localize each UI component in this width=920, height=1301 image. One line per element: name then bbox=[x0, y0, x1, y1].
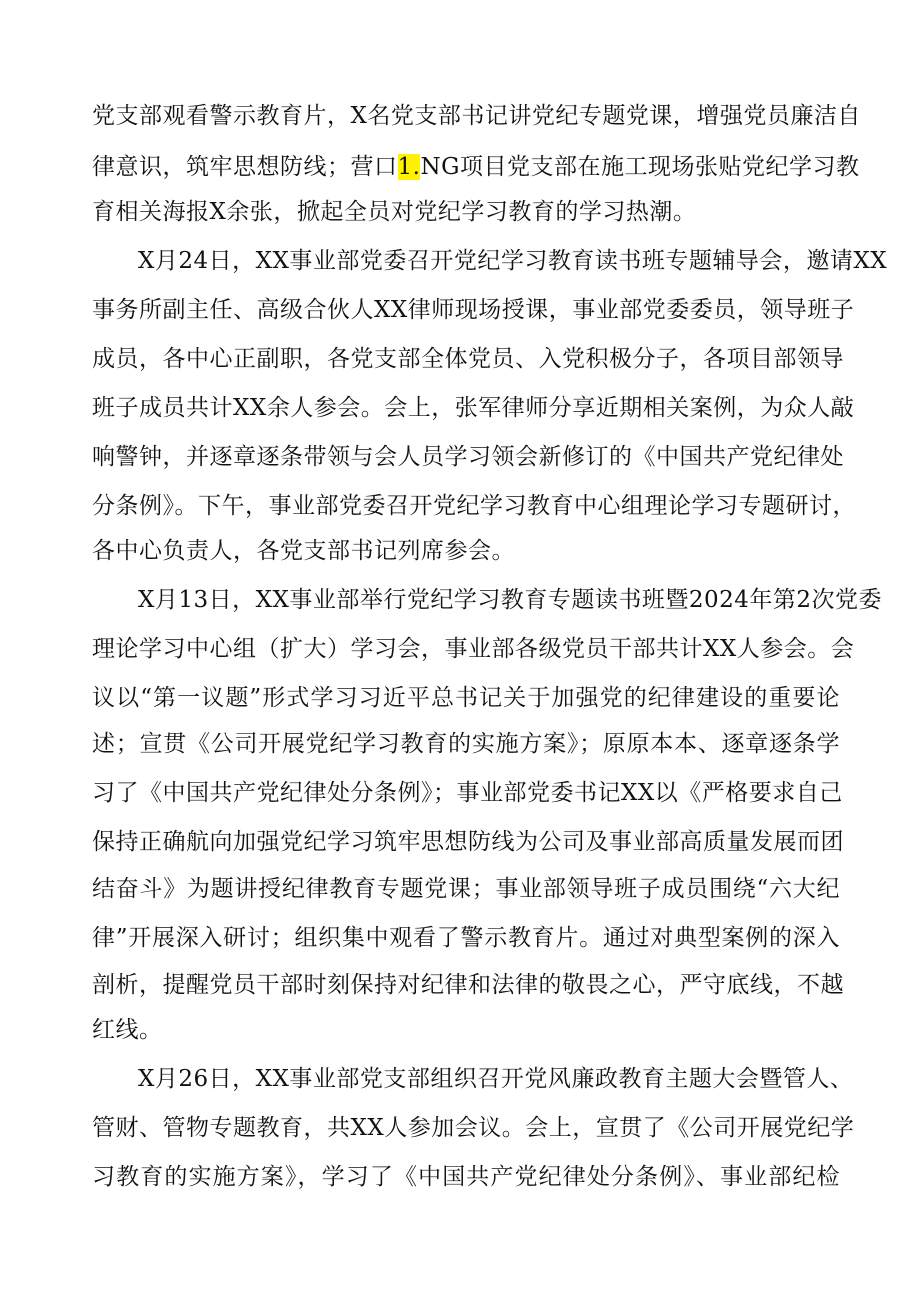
text-line: 事务所副主任、高级合伙人XX律师现场授课，事业部党委委员，领导班子 bbox=[92, 297, 855, 323]
text-line: 理论学习中心组（扩大）学习会，事业部各级党员干部共计XX人参会。会 bbox=[92, 636, 855, 662]
text-line: X月13日，XX事业部举行党纪学习教育专题读书班暨2024年第2次党委 bbox=[138, 587, 883, 613]
text-segment: 律意识，筑牢思想防线；营口 bbox=[92, 154, 398, 180]
text-line: 育相关海报X余张，掀起全员对党纪学习教育的学习热潮。 bbox=[92, 199, 697, 225]
text-line bbox=[92, 147, 860, 187]
text-line: 红线。 bbox=[92, 1017, 163, 1043]
highlighted-text: 1. bbox=[397, 154, 421, 180]
text-line: 成员，各中心正副职，各党支部全体党员、入党积极分子，各项目部领导 bbox=[92, 346, 844, 372]
text-line: 各中心负责人，各党支部书记列席参会。 bbox=[92, 538, 515, 564]
text-line: 剖析，提醒党员干部时刻保持对纪律和法律的敬畏之心，严守底线，不越 bbox=[92, 972, 844, 998]
text-line: 述；宣贯《公司开展党纪学习教育的实施方案》；原原本本、逐章逐条学 bbox=[92, 731, 840, 757]
text-line: 议以“第一议题”形式学习习近平总书记关于加强党的纪律建设的重要论 bbox=[92, 685, 840, 711]
text-line: 响警钟，并逐章逐条带领与会人员学习领会新修订的《中国共产党纪律处 bbox=[92, 444, 844, 470]
text-line: 习教育的实施方案》，学习了《中国共产党纪律处分条例》、事业部纪检 bbox=[92, 1164, 840, 1190]
text-segment: NG项目党支部在施工现场张贴党纪学习教 bbox=[420, 154, 860, 180]
text-line: 保持正确航向加强党纪学习筑牢思想防线为公司及事业部高质量发展而团 bbox=[92, 829, 844, 855]
text-line: 结奋斗》为题讲授纪律教育专题党课；事业部领导班子成员围绕“六大纪 bbox=[92, 876, 840, 902]
text-line: 分条例》。下午，事业部党委召开党纪学习教育中心组理论学习专题研讨， bbox=[92, 493, 856, 519]
text-line: 习了《中国共产党纪律处分条例》；事业部党委书记XX以《严格要求自己 bbox=[92, 780, 843, 806]
text-line: 管财、管物专题教育，共XX人参加会议。会上，宣贯了《公司开展党纪学 bbox=[92, 1115, 855, 1141]
text-line: 律”开展深入研讨；组织集中观看了警示教育片。通过对典型案例的深入 bbox=[92, 925, 840, 951]
text-line: 党支部观看警示教育片，X名党支部书记讲党纪专题党课，增强党员廉洁自 bbox=[92, 103, 861, 129]
text-line: X月24日，XX事业部党委召开党纪学习教育读书班专题辅导会，邀请XX bbox=[138, 248, 888, 274]
text-line: 班子成员共计XX余人参会。会上，张军律师分享近期相关案例，为众人敲 bbox=[92, 395, 855, 421]
text-line: X月26日，XX事业部党支部组织召开党风廉政教育主题大会暨管人、 bbox=[138, 1066, 854, 1092]
